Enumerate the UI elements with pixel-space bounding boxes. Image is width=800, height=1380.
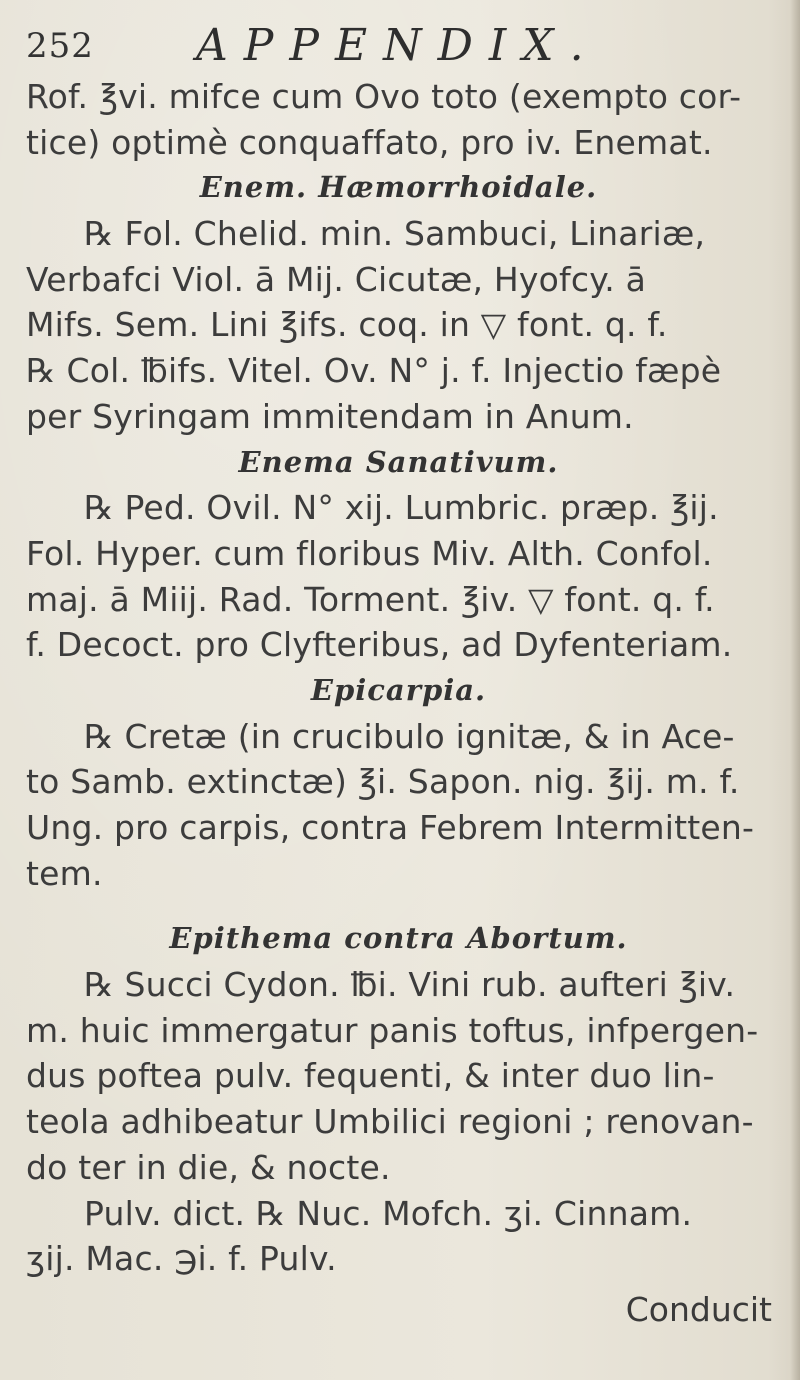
text-line: teola adhibeatur Umbilici regioni ; renovan- xyxy=(26,1102,754,1142)
text-line: ℞ Cretæ (in crucibulo ignitæ, & in Ace- xyxy=(84,716,735,756)
text-line: maj. ā Miij. Rad. Torment. ℥iv. ▽ font. q. f. xyxy=(26,579,715,619)
text-line: m. huic immergatur panis toftus, infpergen- xyxy=(26,1010,759,1050)
page-header xyxy=(26,18,766,72)
text-line: ℞ Succi Cydon. ℔i. Vini rub. aufteri ℥iv. xyxy=(84,965,736,1005)
text-line: ʒij. Mac. ℈i. f. Pulv. xyxy=(26,1239,337,1279)
section-heading: Epithema contra Abortum. xyxy=(169,921,628,956)
text-line: to Samb. extinctæ) ℥i. Sapon. nig. ℥ij. m. f. xyxy=(26,762,740,802)
text-line: ℞ Ped. Ovil. N° xij. Lumbric. præp. ℥ij. xyxy=(84,488,719,528)
text-line: dus poftea pulv. fequenti, & inter duo lin- xyxy=(26,1056,715,1096)
text-line: ℞ Fol. Chelid. min. Sambuci, Linariæ, xyxy=(84,214,706,254)
text-line: ℞ Col. ℔ifs. Vitel. Ov. N° j. f. Injectio fæpè xyxy=(26,351,722,391)
catchword: Conducit xyxy=(625,1290,772,1329)
page-number: 252 xyxy=(26,26,94,66)
text-line: tem. xyxy=(26,853,103,893)
text-line: do ter in die, & nocte. xyxy=(26,1147,391,1187)
text-line: per Syringam immitendam in Anum. xyxy=(26,396,634,436)
section-heading: Epicarpia. xyxy=(310,672,487,707)
text-line: Fol. Hyper. cum floribus Miv. Alth. Confol. xyxy=(26,533,713,573)
page-edge-shadow xyxy=(790,0,800,1380)
section-heading: Enem. Hæmorrhoidale. xyxy=(199,170,598,205)
text-block xyxy=(26,74,771,1282)
text-line: Verbafci Viol. ā Mij. Cicutæ, Hyofcy. ā xyxy=(26,259,647,299)
text-line: tice) optimè conquaffato, pro iv. Enemat. xyxy=(26,122,713,162)
section-heading: Enema Sanativum. xyxy=(238,444,559,479)
text-line: Mifs. Sem. Lini ℥ifs. coq. in ▽ font. q. f. xyxy=(26,305,668,345)
paragraph-spacer xyxy=(26,896,771,916)
text-line: Ung. pro carpis, contra Febrem Intermitten- xyxy=(26,808,755,847)
text-line: Rof. ℥vi. mifce cum Ovo toto (exempto cor- xyxy=(26,77,742,116)
text-line: f. Decoct. pro Clyfteribus, ad Dyfenteriam. xyxy=(26,625,733,665)
running-head: APPENDIX. xyxy=(196,20,600,71)
text-line: Pulv. dict. ℞ Nuc. Mofch. ʒi. Cinnam. xyxy=(84,1193,693,1233)
